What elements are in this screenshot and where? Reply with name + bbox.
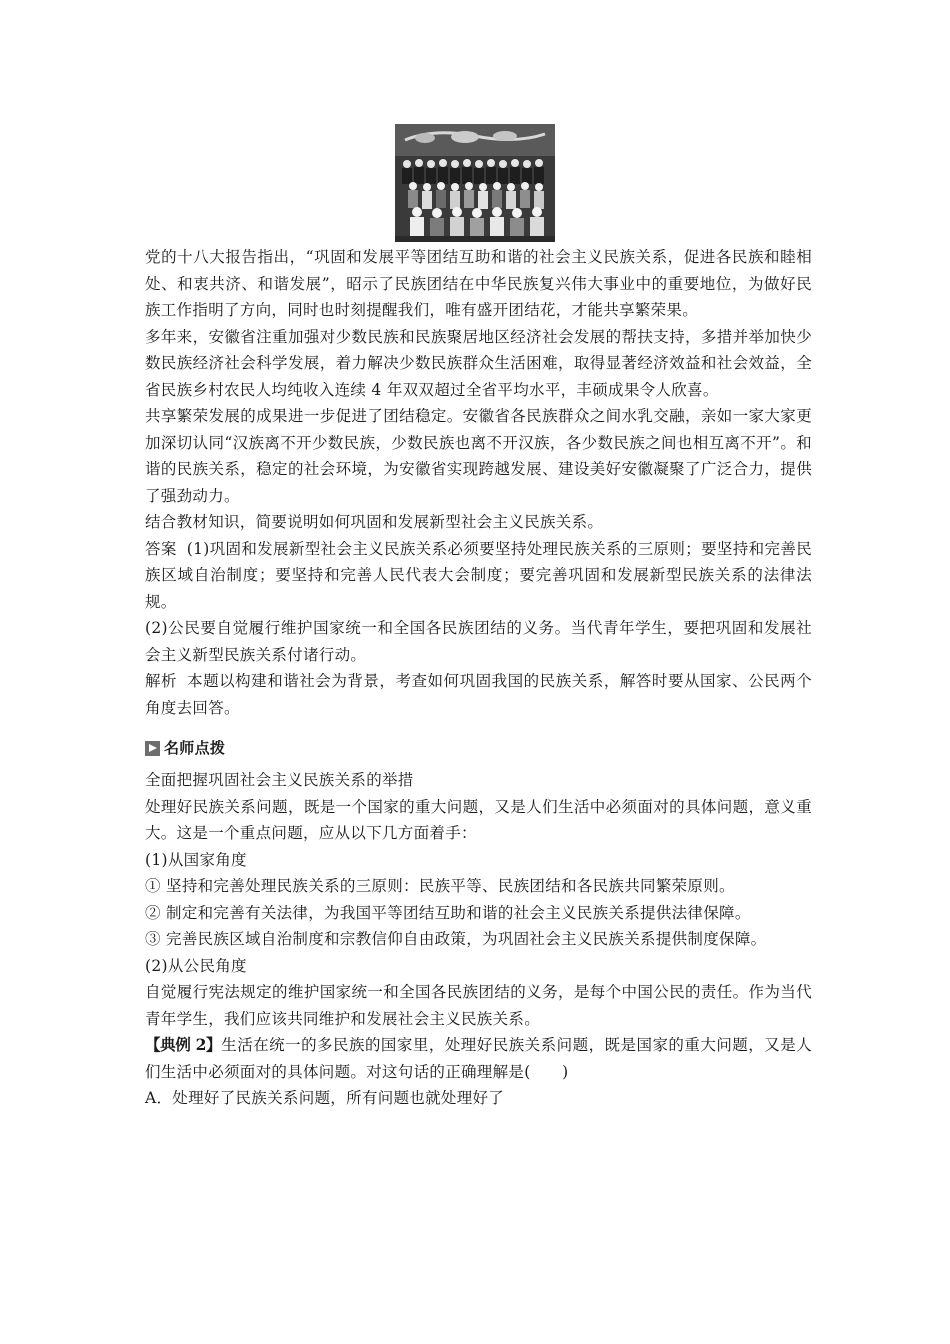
citizen-perspective-text: 自觉履行宪法规定的维护国家统一和全国各民族团结的义务，是每个中国公民的责任。作为当代青年学生，我们应该共同维护和发展社会主义民族关系。 [145,983,812,1028]
analysis-block [145,668,812,721]
state-item-1: ① 坚持和完善处理民族关系的三原则：民族平等、民族团结和各民族共同繁荣原则。 [145,877,735,895]
state-item-3: ③ 完善民族区域自治制度和宗教信仰自由政策，为巩固社会主义民族关系提供制度保障。 [145,930,767,948]
paragraph-anhui: 多年来，安徽省注重加强对少数民族和民族聚居地区经济社会发展的帮扶支持，多措并举加快少数民族经济社会科学发展，着力解决少数民族群众生活困难，取得显著经济效益和社会效益，全省民族乡村农民人均纯收入连续 4 年双双超过全省平均水平，丰硕成果令人欣喜。 [145,327,812,399]
answer-item-2: (2)公民要自觉履行维护国家统一和全国各民族团结的义务。当代青年学生，要把巩固和发展社会主义新型民族关系付诸行动。 [145,619,812,664]
group-photo [395,124,555,242]
paragraph-unity: 共享繁荣发展的成果进一步促进了团结稳定。安徽省各民族群众之间水乳交融，亲如一家大家更加深切认同“汉族离不开少数民族，少数民族也离不开汉族，各少数民族之间也相互离不开”。和谐的民族关系，稳定的社会环境，为安徽省实现跨越发展、建设美好安徽凝聚了广泛合力，提供了强劲动力。 [145,407,812,505]
example-tag: 【典例 2】 [145,1035,222,1054]
tips-intro: 处理好民族关系问题，既是一个国家的重大问题，又是人们生活中必须面对的具体问题，意义重大。这是一个重点问题，应从以下几方面着手： [145,797,812,842]
example-question [145,1032,812,1085]
example-text: 生活在统一的多民族的国家里，处理好民族关系问题，既是国家的重大问题，又是人们生活中必须面对的具体问题。对这句话的正确理解是( ) [145,1036,812,1081]
tips-heading [145,734,812,762]
question-text: 结合教材知识，简要说明如何巩固和发展新型社会主义民族关系。 [145,513,604,531]
citizen-perspective-label: (2)从公民角度 [145,956,247,975]
state-item-2: ② 制定和完善有关法律，为我国平等团结互助和谐的社会主义民族关系提供法律保障。 [145,903,751,922]
answer-item-1 [145,536,812,616]
option-a: A．处理好了民族关系问题，所有问题也就处理好了 [145,1089,505,1107]
document-body [145,244,812,1112]
tips-title: 全面把握巩固社会主义民族关系的举措 [145,771,414,789]
answer-label: 答案 [145,539,177,558]
play-triangle-icon [145,741,160,756]
tips-heading-label: 名师点拨 [164,738,226,757]
paragraph-intro: 党的十八大报告指出，“巩固和发展平等团结互助和谐的社会主义民族关系，促进各民族和睦相处、和衷共济、和谐发展”，昭示了民族团结在中华民族复兴伟大事业中的重要地位，为做好民族工作指明了方向，同时也时刻提醒我们，唯有盛开团结花，才能共享繁荣果。 [145,248,812,319]
analysis-text: 本题以构建和谐社会为背景，考查如何巩固我国的民族关系，解答时要从国家、公民两个角度去回答。 [145,672,812,717]
answer-text-1: (1)巩固和发展新型社会主义民族关系必须要坚持处理民族关系的三原则；要坚持和完善民族区域自治制度；要坚持和完善人民代表大会制度；要完善巩固和发展新型民族关系的法律法规。 [145,539,812,611]
analysis-label: 解析 [145,672,178,690]
state-perspective-label: (1)从国家角度 [145,850,247,869]
